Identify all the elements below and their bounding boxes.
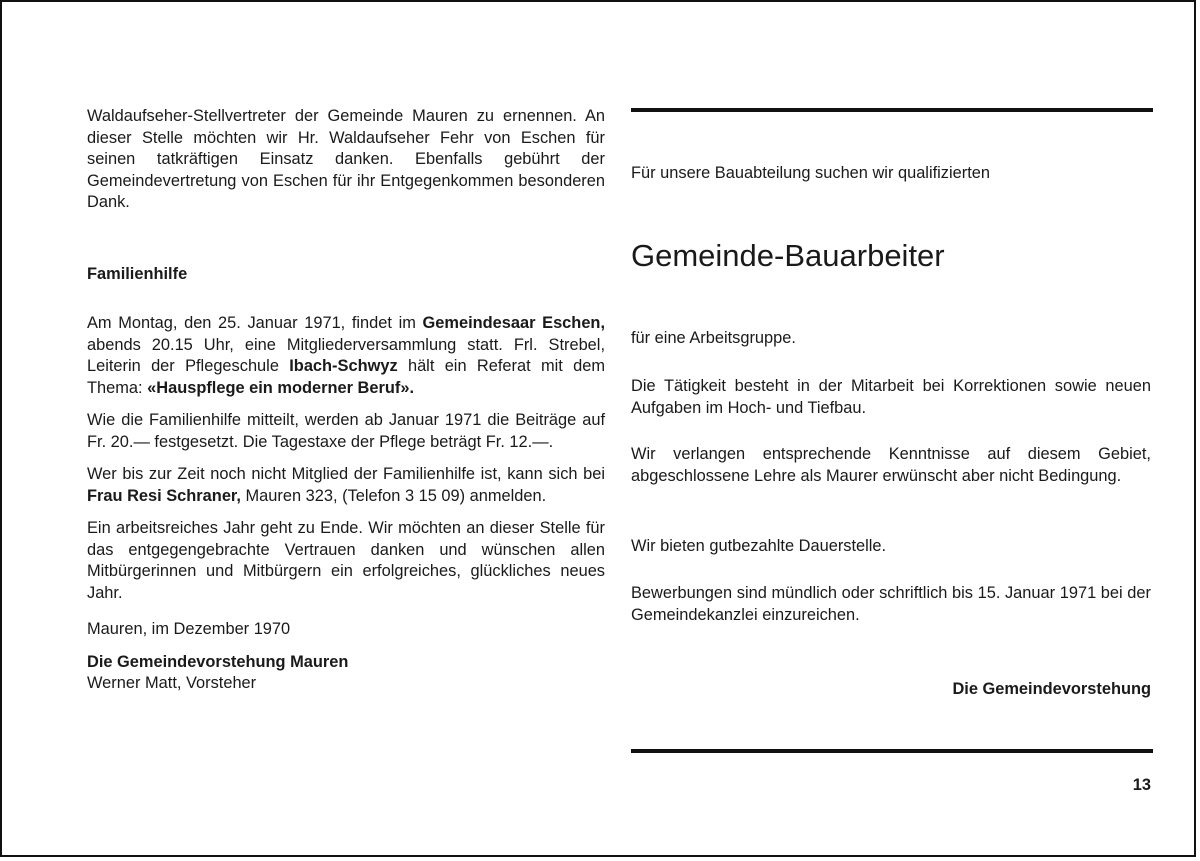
job-ad-application: Bewerbungen sind mündlich oder schriftlich bis 15. Januar 1971 bei der Gemeindekanzlei einzureichen.: [631, 584, 1151, 624]
job-ad-offer: Wir bieten gutbezahlte Dauerstelle.: [631, 537, 887, 555]
top-divider: [631, 108, 1153, 112]
contact-name: Frau Resi Schraner,: [87, 486, 241, 505]
meeting-text-c: abends 20.15 Uhr, eine Mitgliederversammlung statt. Frl. Strebel, Leiterin der Pflegeschule: [87, 335, 605, 375]
job-ad-tasks: Die Tätigkeit besteht in der Mitarbeit bei Korrektionen sowie neuen Aufgaben im Hoch- und Tiefbau.: [631, 377, 1151, 417]
lecture-title: «Hauspflege ein moderner Beruf».: [147, 378, 415, 397]
left-column: [87, 106, 605, 695]
meeting-paragraph: [87, 313, 605, 399]
meeting-text-e: hält ein Referat mit dem Thema:: [87, 357, 605, 397]
job-ad-intro: Für unsere Bauabteilung suchen wir qualifizierten: [631, 164, 990, 182]
fees-paragraph: Wie die Familienhilfe mitteilt, werden ab Januar 1971 die Beiträge auf Fr. 20.— festgesetzt. Die Tagestaxe der Pflege beträgt Fr. 12.—.: [87, 411, 605, 451]
signoff-organization: [87, 652, 605, 674]
school-name: Ibach-Schwyz: [289, 357, 398, 375]
job-ad-group: für eine Arbeitsgruppe.: [631, 329, 796, 347]
job-ad-signoff: Die Gemeindevorstehung: [952, 680, 1151, 698]
meeting-location: Gemeindesaar Eschen,: [422, 314, 605, 332]
new-year-paragraph: Ein arbeitsreiches Jahr geht zu Ende. Wir möchten an dieser Stelle für das entgegengebrachte Vertrauen danken und wünschen allen Mitbürgerinnen und Mitbürgern ein erfolgreiches, glückliches neues Jahr.: [87, 519, 605, 602]
job-ad-requirements: Wir verlangen entsprechende Kenntnisse auf diesem Gebiet, abgeschlossene Lehre als Maurer erwünscht aber nicht Bedingung.: [631, 445, 1151, 485]
membership-text-c: Mauren 323, (Telefon 3 15 09) anmelden.: [240, 486, 547, 505]
membership-text-a: Wer bis zur Zeit noch nicht Mitglied der Familienhilfe ist, kann sich bei: [87, 465, 605, 483]
section-heading-familienhilfe: Familienhilfe: [87, 264, 188, 283]
meeting-text-a: Am Montag, den 25. Januar 1971, findet im: [87, 314, 423, 332]
job-ad-title: Gemeinde-Bauarbeiter: [631, 238, 945, 273]
intro-paragraph: Waldaufseher-Stellvertreter der Gemeinde Mauren zu ernennen. An dieser Stelle möchten wir Hr. Waldaufseher Fehr von Eschen für seinen tatkräftigen Einsatz danken. Ebenfalls gebührt der Gemeindevertretung von Eschen für ihr Entgegenkommen besonderen Dank.: [87, 107, 605, 211]
place-date: Mauren, im Dezember 1970: [87, 620, 291, 638]
membership-paragraph: [87, 464, 605, 507]
signoff-org-text: Die Gemeindevorstehung Mauren: [87, 652, 349, 671]
bottom-divider: [631, 749, 1153, 753]
page-number: 13: [1132, 776, 1151, 794]
signoff-person: Werner Matt, Vorsteher: [87, 674, 257, 692]
